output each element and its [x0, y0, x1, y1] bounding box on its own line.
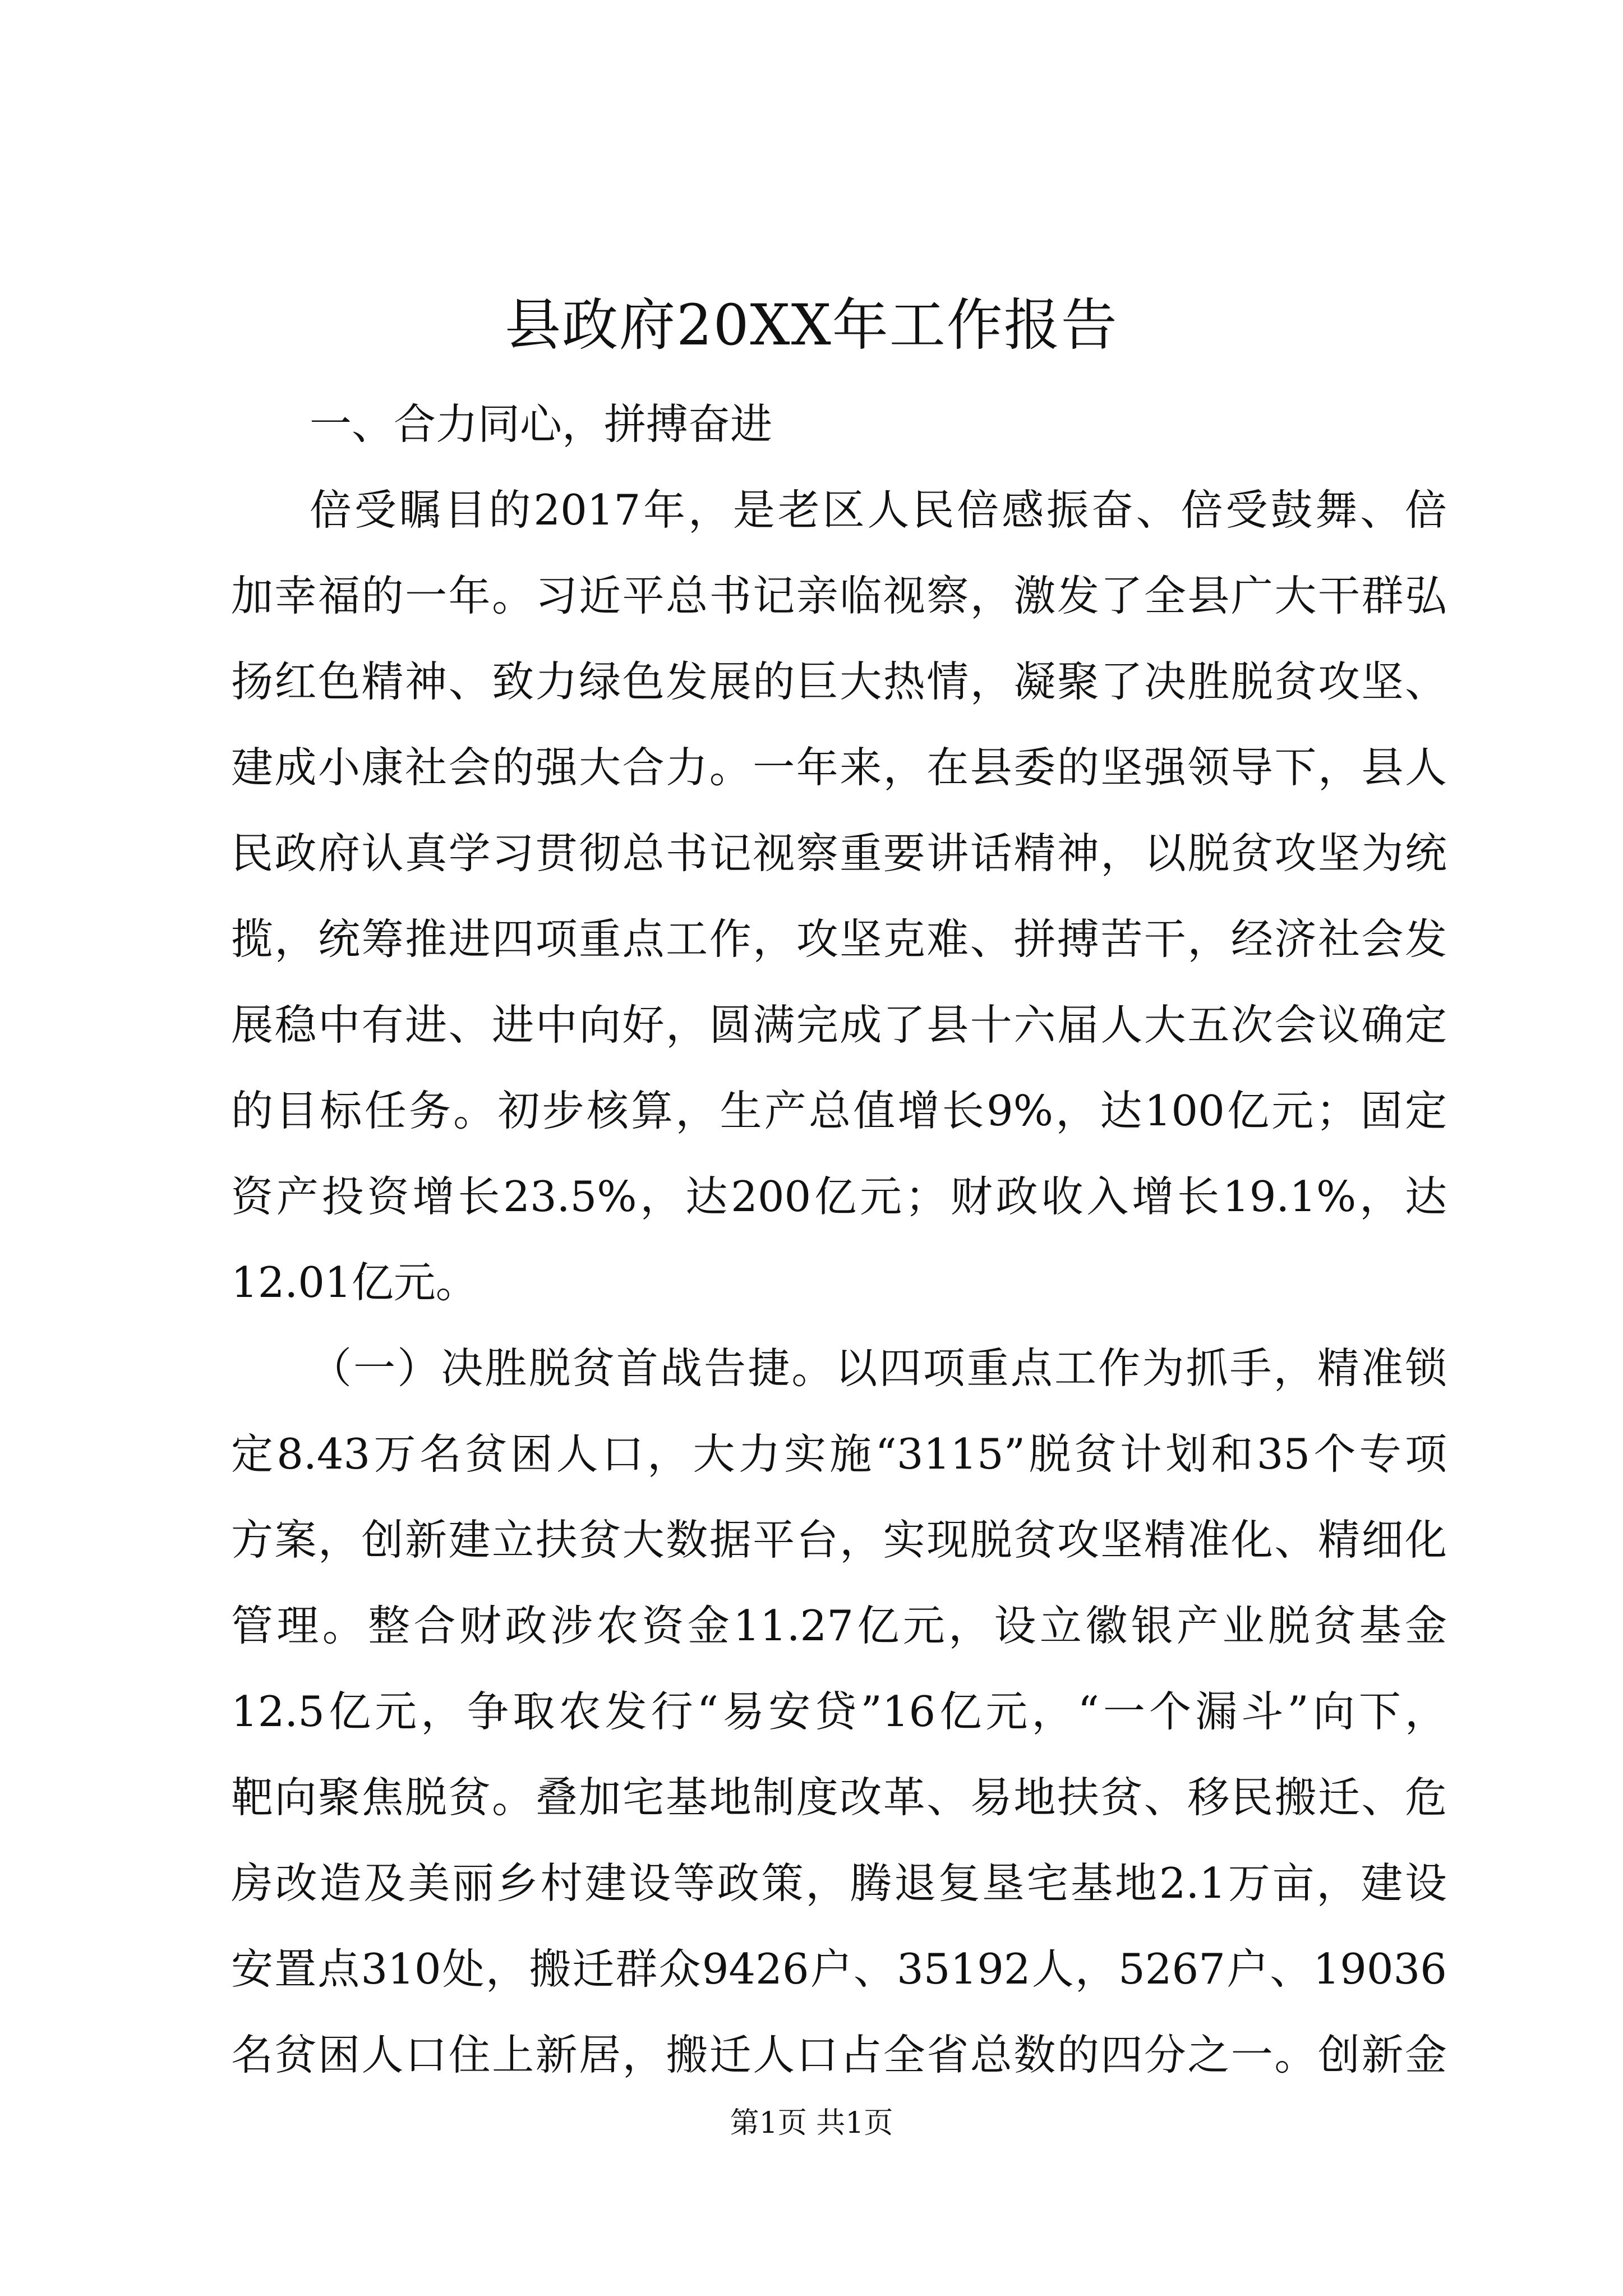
text-line: 名贫困人口住上新居，搬迁人口占全省总数的四分之一。创新金	[231, 2030, 1447, 2079]
text-line: 方案，创新建立扶贫大数据平台，实现脱贫攻坚精准化、精细化	[231, 1515, 1447, 1565]
text-line: 安置点310处，搬迁群众9426户、35192人，5267户、19036	[231, 1944, 1447, 1994]
text-line: 管理。整合财政涉农资金11.27亿元，设立徽银产业脱贫基金	[231, 1601, 1447, 1650]
text-line: 揽，统筹推进四项重点工作，攻坚克难、拼搏苦干，经济社会发	[231, 914, 1447, 964]
text-line: 房改造及美丽乡村建设等政策，腾退复垦宅基地2.1万亩，建设	[231, 1858, 1447, 1908]
text-line: 加幸福的一年。习近平总书记亲临视察，激发了全县广大干群弘	[231, 571, 1447, 620]
text-line: 靶向聚焦脱贫。叠加宅基地制度改革、易地扶贫、移民搬迁、危	[231, 1773, 1447, 1822]
text-line: 倍受瞩目的2017年，是老区人民倍感振奋、倍受鼓舞、倍	[310, 485, 1447, 535]
text-line: 资产投资增长23.5%，达200亿元；财政收入增长19.1%，达	[231, 1172, 1447, 1221]
text-line: 建成小康社会的强大合力。一年来，在县委的坚强领导下，县人	[231, 743, 1447, 792]
text-line: 12.5亿元，争取农发行“易安贷”16亿元，“一个漏斗”向下，	[231, 1687, 1447, 1736]
document-title: 县政府20XX年工作报告	[505, 292, 1118, 358]
page-footer: 第1页 共1页	[730, 2106, 893, 2140]
document-body	[231, 381, 1447, 2098]
text-line: 展稳中有进、进中向好，圆满完成了县十六届人大五次会议确定	[231, 1000, 1447, 1050]
text-line: 一、合力同心，拼搏奋进	[310, 399, 773, 449]
text-line: 12.01亿元。	[231, 1258, 478, 1307]
text-line: 扬红色精神、致力绿色发展的巨大热情，凝聚了决胜脱贫攻坚、	[231, 657, 1447, 706]
text-line: 的目标任务。初步核算，生产总值增长9%，达100亿元；固定	[231, 1086, 1447, 1135]
text-line: 民政府认真学习贯彻总书记视察重要讲话精神，以脱贫攻坚为统	[231, 829, 1447, 878]
text-line: （一）决胜脱贫首战告捷。以四项重点工作为抓手，精准锁	[310, 1343, 1447, 1393]
text-line: 定8.43万名贫困人口，大力实施“3115”脱贫计划和35个专项	[231, 1429, 1447, 1479]
